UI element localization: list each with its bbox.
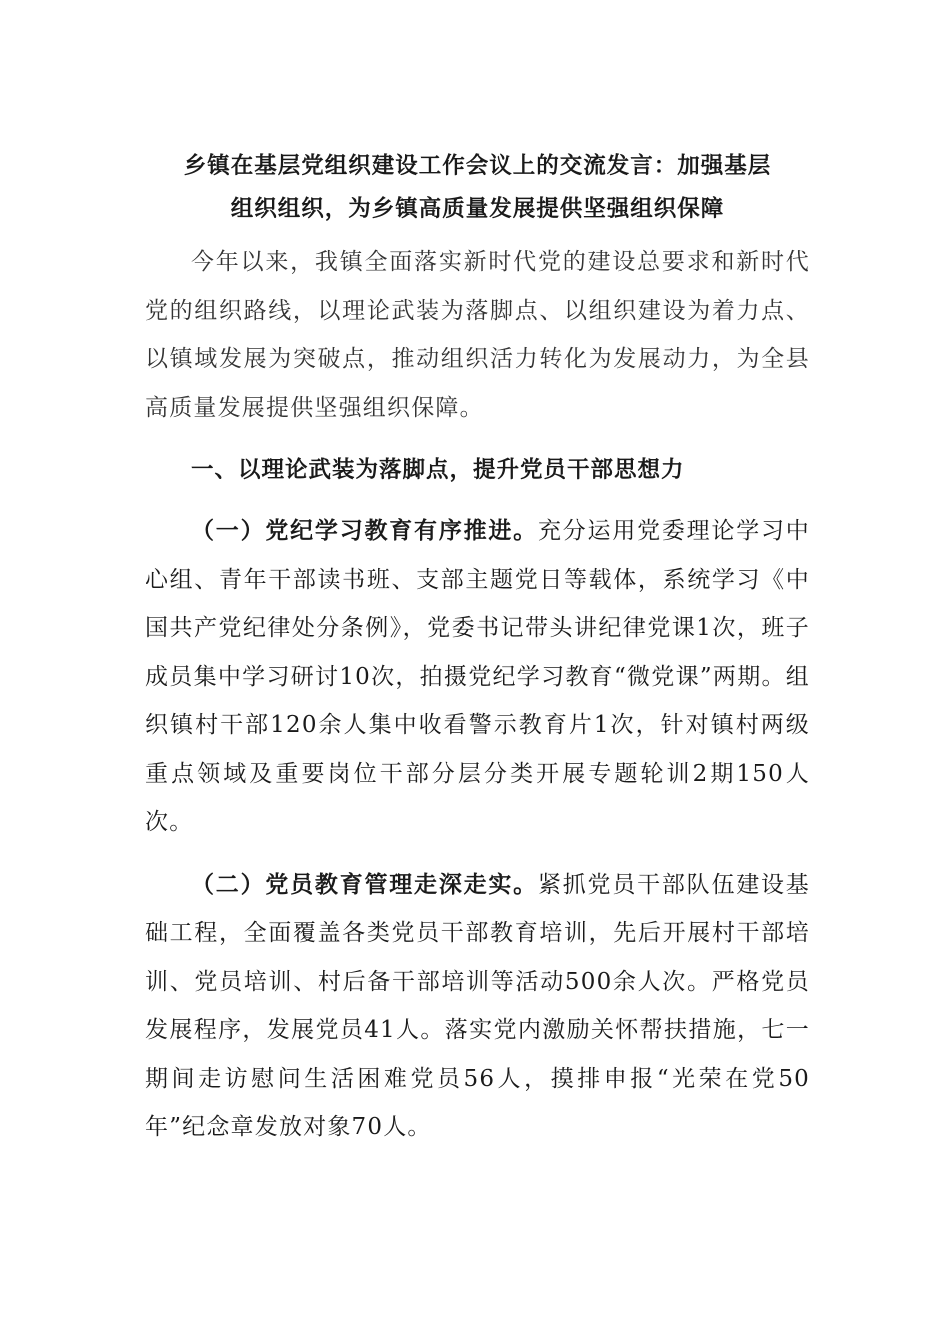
subsection-1-body: 充分运用党委理论学习中心组、青年干部读书班、支部主题党日等载体，系统学习《中国共产党纪律处分条例》，党委书记带头讲纪律党课1次，班子成员集中学习研讨10次，拍摄党纪学习教育“微党课”两期。组织镇村干部120余人集中收看警示教育片1次，针对镇村两级重点领域及重要岗位干部分层分类开展专题轮训2期150人次。: [145, 518, 810, 835]
title-line-1: 乡镇在基层党组织建设工作会议上的交流发言：加强基层: [183, 153, 772, 179]
subsection-2-body: 紧抓党员干部队伍建设基础工程，全面覆盖各类党员干部教育培训，先后开展村干部培训、党员培训、村后备干部培训等活动500余人次。严格党员发展程序，发展党员41人。落实党内激励关怀帮扶措施，七一期间走访慰问生活困难党员56人，摸排申报“光荣在党50年”纪念章发放对象70人。: [145, 871, 810, 1140]
subsection-1-heading: （一）党纪学习教育有序推进。: [191, 518, 538, 544]
document-title: [145, 145, 810, 231]
subsection-2-paragraph: [145, 861, 810, 1152]
intro-paragraph: 今年以来，我镇全面落实新时代党的建设总要求和新时代党的组织路线，以理论武装为落脚点、以组织建设为着力点、以镇域发展为突破点，推动组织活力转化为发展动力，为全县高质量发展提供坚强组织保障。: [145, 249, 810, 421]
subsection-2-heading: （二）党员教育管理走深走实。: [191, 871, 538, 898]
subsection-1-paragraph: [145, 507, 810, 847]
document-page: [145, 145, 810, 1166]
title-line-2: 组织组织，为乡镇高质量发展提供坚强组织保障: [230, 196, 725, 222]
section-heading-1: 一、以理论武装为落脚点，提升党员干部思想力: [191, 457, 685, 483]
